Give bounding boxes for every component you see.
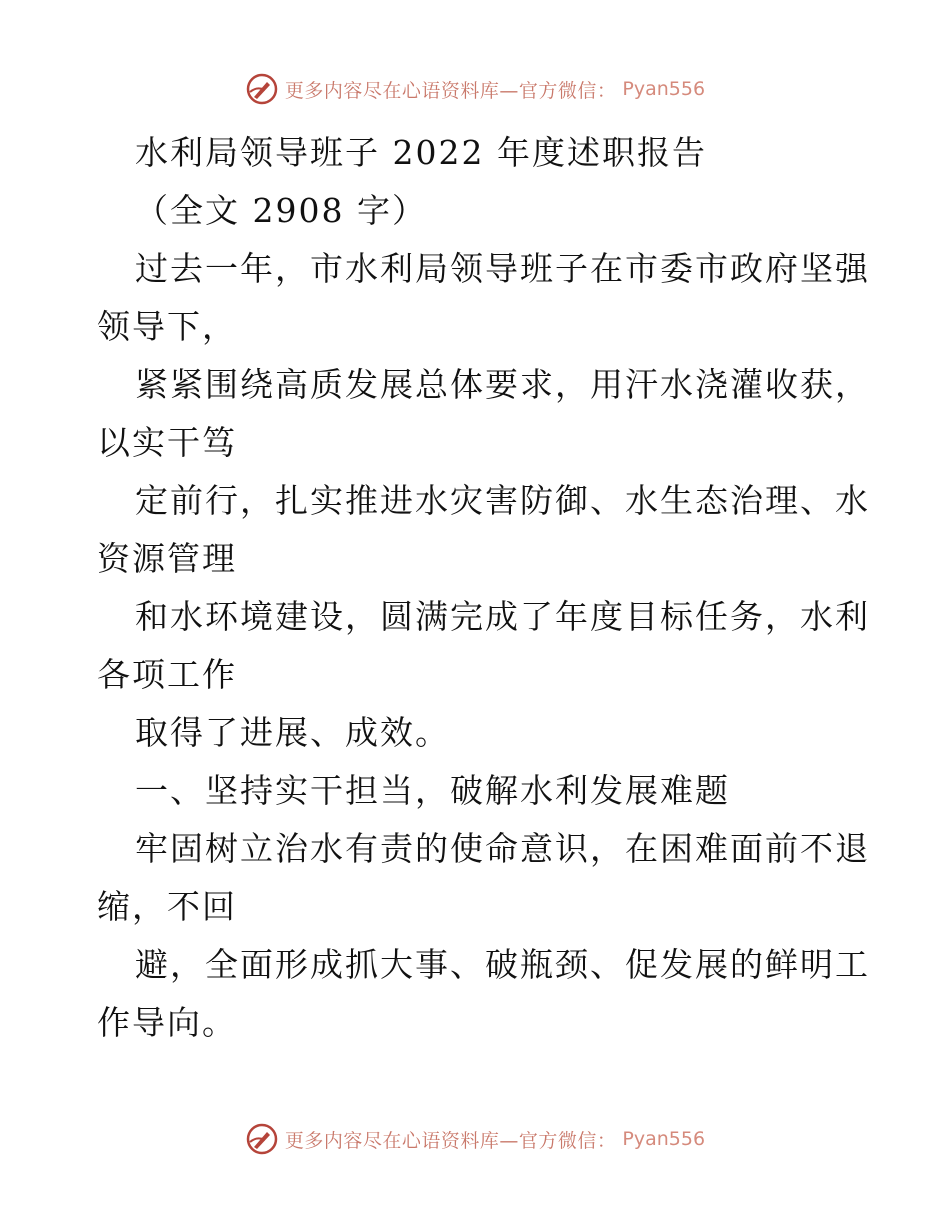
paragraph-line: 和水环境建设，圆满完成了年度目标任务，水利: [135, 597, 870, 636]
paragraph-line: 各项工作: [97, 655, 237, 694]
paragraph-line: 牢固树立治水有责的使命意识，在困难面前不退: [135, 829, 870, 868]
paragraph-line: 作导向。: [97, 1003, 237, 1042]
pen-logo-icon: [245, 72, 279, 106]
paragraph-line: 过去一年，市水利局领导班子在市委市政府坚强: [135, 249, 870, 288]
watermark-text: 更多内容尽在心语资料库—官方微信：: [284, 79, 617, 102]
document-body: [97, 124, 870, 1052]
paragraph-line: 避，全面形成抓大事、破瓶颈、促发展的鲜明工: [135, 945, 870, 984]
header-watermark: [0, 72, 950, 106]
paragraph-line: 缩，不回: [97, 887, 237, 926]
paragraph-line: （全文 2908 字）: [135, 191, 427, 230]
paragraph-line: 资源管理: [97, 539, 237, 578]
pen-logo-icon: [245, 1122, 279, 1156]
paragraph-line: 一、坚持实干担当，破解水利发展难题: [135, 771, 730, 810]
paragraph-line: 领导下，: [97, 307, 237, 346]
watermark-wechat-id: Pyan556: [622, 78, 706, 100]
paragraph-line: 以实干笃: [97, 423, 237, 462]
watermark-text: 更多内容尽在心语资料库—官方微信：: [284, 1129, 617, 1152]
watermark-wechat-id: Pyan556: [622, 1128, 706, 1150]
footer-watermark: [0, 1122, 950, 1156]
paragraph-line: 紧紧围绕高质发展总体要求，用汗水浇灌收获，: [135, 365, 870, 404]
paragraph-line: 取得了进展、成效。: [135, 713, 450, 752]
paragraph-line: 水利局领导班子 2022 年度述职报告: [135, 133, 707, 172]
paragraph-line: 定前行，扎实推进水灾害防御、水生态治理、水: [135, 481, 870, 520]
